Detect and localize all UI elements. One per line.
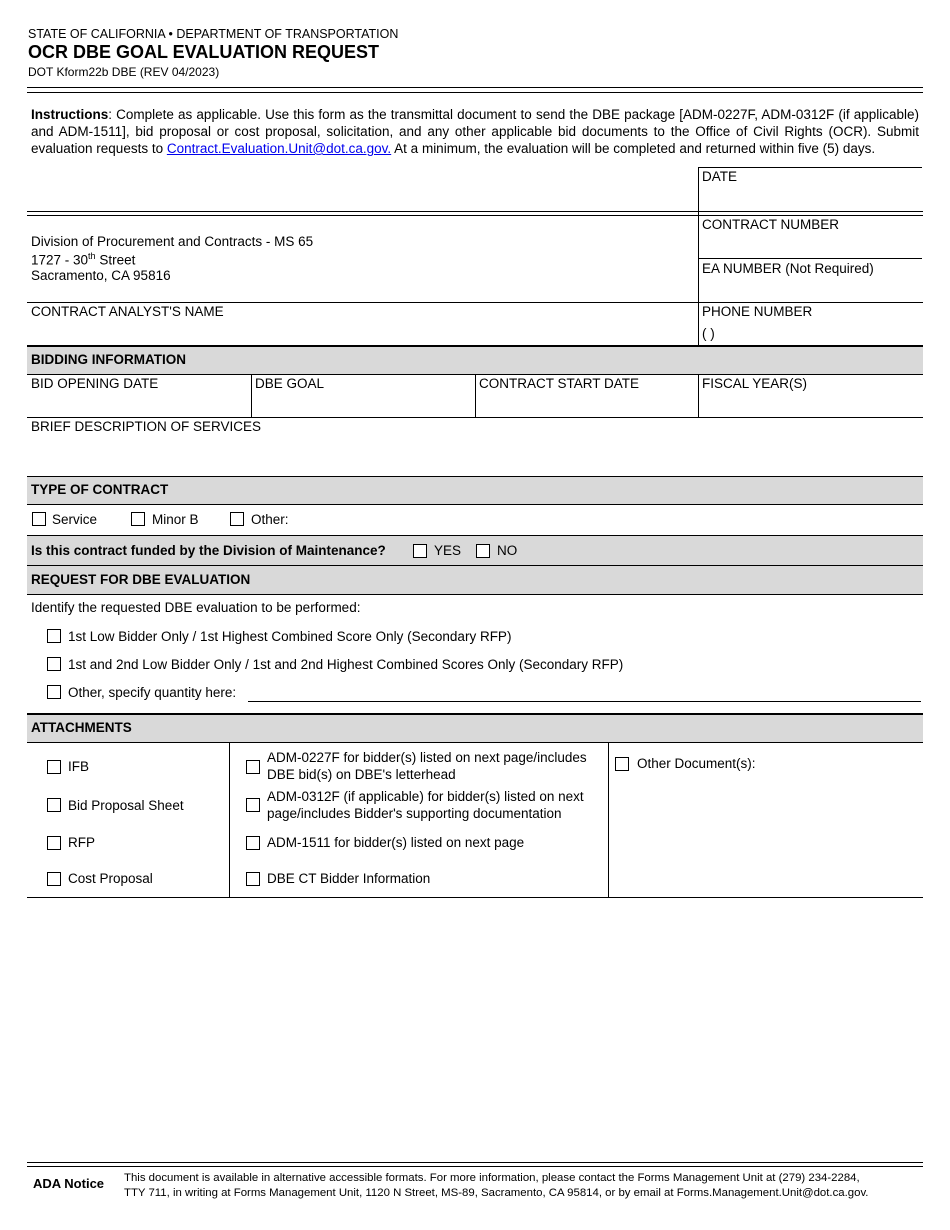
bid-proposal-sheet-label: Bid Proposal Sheet — [68, 798, 184, 813]
attachments-top-rule — [27, 713, 923, 715]
evaluation-header: REQUEST FOR DBE EVALUATION — [31, 572, 251, 587]
header-rule-top — [27, 87, 923, 88]
other-contract-checkbox[interactable] — [230, 512, 244, 526]
first-low-bidder-label: 1st Low Bidder Only / 1st Highest Combined Score Only (Secondary RFP) — [68, 629, 512, 644]
date-box-top — [698, 167, 922, 168]
bidding-divider-2 — [475, 374, 476, 417]
maintenance-no-checkbox[interactable] — [476, 544, 490, 558]
fiscal-years-label: FISCAL YEAR(S) — [702, 376, 808, 391]
adm-1511-label: ADM-1511 for bidder(s) listed on next page — [267, 835, 525, 850]
email-link[interactable]: Contract.Evaluation.Unit@dot.ca.gov. — [166, 141, 392, 156]
ifb-checkbox[interactable] — [47, 760, 61, 774]
attachments-divider-2 — [608, 742, 609, 897]
first-second-low-bidder-checkbox[interactable] — [47, 657, 61, 671]
maintenance-question: Is this contract funded by the Division of Maintenance? — [31, 543, 386, 558]
ea-number-label: EA NUMBER (Not Required) — [702, 261, 874, 276]
maintenance-top-rule — [27, 535, 923, 536]
address-street-name: Street — [95, 252, 136, 268]
bidding-divider-3 — [698, 374, 699, 417]
footer-rule-top — [27, 1162, 923, 1163]
dbe-goal-label: DBE GOAL — [255, 376, 325, 391]
adm-0312f-line-2: page/includes Bidder's supporting documentation — [267, 806, 562, 821]
address-line-3: Sacramento, CA 95816 — [31, 268, 171, 283]
brief-description-field[interactable] — [30, 437, 918, 473]
maintenance-yes-label: YES — [434, 543, 462, 558]
address-line-1: Division of Procurement and Contracts - MS 65 — [31, 234, 314, 249]
bidding-header-top-rule — [27, 345, 923, 347]
adm-0227f-line-1: ADM-0227F for bidder(s) listed on next page/includes — [267, 750, 587, 765]
adm-0312f-line-1: ADM-0312F (if applicable) for bidder(s) listed on next — [267, 789, 584, 804]
description-top-rule — [27, 417, 923, 418]
address-superscript: th — [88, 251, 96, 261]
footer-rule-bottom — [27, 1166, 923, 1167]
bid-opening-date-label: BID OPENING DATE — [31, 376, 159, 391]
other-document-label: Other Document(s): — [637, 756, 756, 771]
rule-b — [27, 215, 923, 216]
rule-a — [27, 211, 923, 212]
date-label: DATE — [702, 169, 738, 184]
analyst-top-rule — [27, 302, 923, 303]
attachments-header: ATTACHMENTS — [31, 720, 132, 735]
first-low-bidder-checkbox[interactable] — [47, 629, 61, 643]
minor-b-label: Minor B — [152, 512, 199, 527]
evaluation-prompt: Identify the requested DBE evaluation to be performed: — [31, 600, 361, 615]
bidding-header: BIDDING INFORMATION — [31, 352, 186, 367]
right-column-divider — [698, 167, 699, 346]
fiscal-years-field[interactable] — [701, 394, 919, 414]
address-street-number: 1727 - 30 — [31, 252, 89, 268]
ea-number-field[interactable] — [700, 278, 920, 300]
other-contract-field[interactable] — [296, 508, 916, 530]
adm-1511-checkbox[interactable] — [246, 836, 260, 850]
address-line-2 — [31, 251, 135, 268]
phone-number-label: PHONE NUMBER — [702, 304, 813, 319]
attachments-bottom-rule — [27, 897, 923, 898]
instructions-label: Instructions — [31, 107, 109, 122]
bidding-divider-1 — [251, 374, 252, 417]
contract-number-label: CONTRACT NUMBER — [702, 217, 840, 232]
attachments-header-bg — [27, 714, 923, 742]
phone-number-field[interactable]: ( ) — [702, 326, 715, 341]
analyst-name-field[interactable] — [30, 322, 694, 342]
ada-notice-label: ADA Notice — [33, 1176, 105, 1191]
contract-type-header: TYPE OF CONTRACT — [31, 482, 169, 497]
rfp-checkbox[interactable] — [47, 836, 61, 850]
contract-number-field[interactable] — [700, 234, 920, 256]
maintenance-yes-checkbox[interactable] — [413, 544, 427, 558]
ada-notice-text — [124, 1171, 912, 1201]
attachments-divider-1 — [229, 742, 230, 897]
date-field[interactable] — [700, 186, 920, 210]
instructions-text-after: At a minimum, the evaluation will be completed and returned within five (5) days. — [391, 141, 876, 156]
ada-notice-line-1: This document is available in alternative accessible formats. For more information, please contact the Forms Management Unit at (279) 234-2284, — [124, 1172, 860, 1184]
form-id: DOT Kform22b DBE (REV 04/2023) — [28, 65, 220, 79]
ea-top-rule — [698, 258, 922, 259]
adm-0227f-label — [267, 749, 587, 783]
form-title: OCR DBE GOAL EVALUATION REQUEST — [28, 42, 380, 62]
other-evaluation-label: Other, specify quantity here: — [68, 685, 237, 700]
dbe-ct-bidder-checkbox[interactable] — [246, 872, 260, 886]
dbe-ct-bidder-label: DBE CT Bidder Information — [267, 871, 431, 886]
contract-start-date-field[interactable] — [478, 394, 696, 414]
agency-name: STATE OF CALIFORNIA • DEPARTMENT OF TRANSPORTATION — [28, 27, 399, 41]
cost-proposal-checkbox[interactable] — [47, 872, 61, 886]
bid-opening-date-field[interactable] — [30, 394, 248, 414]
adm-0227f-checkbox[interactable] — [246, 760, 260, 774]
other-contract-label: Other: — [251, 512, 289, 527]
other-document-checkbox[interactable] — [615, 757, 629, 771]
service-checkbox[interactable] — [32, 512, 46, 526]
brief-description-label: BRIEF DESCRIPTION OF SERVICES — [31, 419, 262, 434]
dbe-goal-field[interactable] — [254, 394, 472, 414]
cost-proposal-label: Cost Proposal — [68, 871, 153, 886]
ada-notice-line-2: TTY 711, in writing at Forms Management Unit, 1120 N Street, MS-89, Sacramento, CA 95814, or by email at Forms.Management.Unit@dot.ca.gov. — [124, 1187, 869, 1199]
contract-type-bottom-rule — [27, 504, 923, 505]
first-second-low-bidder-label: 1st and 2nd Low Bidder Only / 1st and 2nd Highest Combined Scores Only (Secondary RFP) — [68, 657, 624, 672]
other-document-field[interactable] — [614, 778, 918, 892]
bid-proposal-sheet-checkbox[interactable] — [47, 798, 61, 812]
header-rule-bottom — [27, 92, 923, 93]
other-evaluation-quantity-field[interactable] — [250, 682, 918, 700]
adm-0312f-checkbox[interactable] — [246, 798, 260, 812]
maintenance-no-label: NO — [497, 543, 518, 558]
other-evaluation-checkbox[interactable] — [47, 685, 61, 699]
contract-type-top-rule — [27, 476, 923, 477]
analyst-name-label: CONTRACT ANALYST'S NAME — [31, 304, 224, 319]
instructions — [31, 106, 919, 157]
rfp-label: RFP — [68, 835, 95, 850]
instructions-text: : Complete as applicable. Use this form as the transmittal document to send the DBE package [ADM-0227F, ADM-0312F (if applicable) and ADM-1511], bid proposal or cost proposal, solicitation, and any other applicable bid documents to the Office of Civil Rights (OCR). Submit evaluation requests to — [31, 107, 919, 156]
other-evaluation-underline — [248, 701, 921, 702]
adm-0227f-line-2: DBE bid(s) on DBE's letterhead — [267, 767, 456, 782]
contract-start-date-label: CONTRACT START DATE — [479, 376, 640, 391]
service-label: Service — [52, 512, 98, 527]
evaluation-header-bottom-rule — [27, 594, 923, 595]
attachments-header-bottom-rule — [27, 742, 923, 743]
ifb-label: IFB — [68, 759, 90, 774]
minor-b-checkbox[interactable] — [131, 512, 145, 526]
adm-0312f-label — [267, 788, 584, 822]
